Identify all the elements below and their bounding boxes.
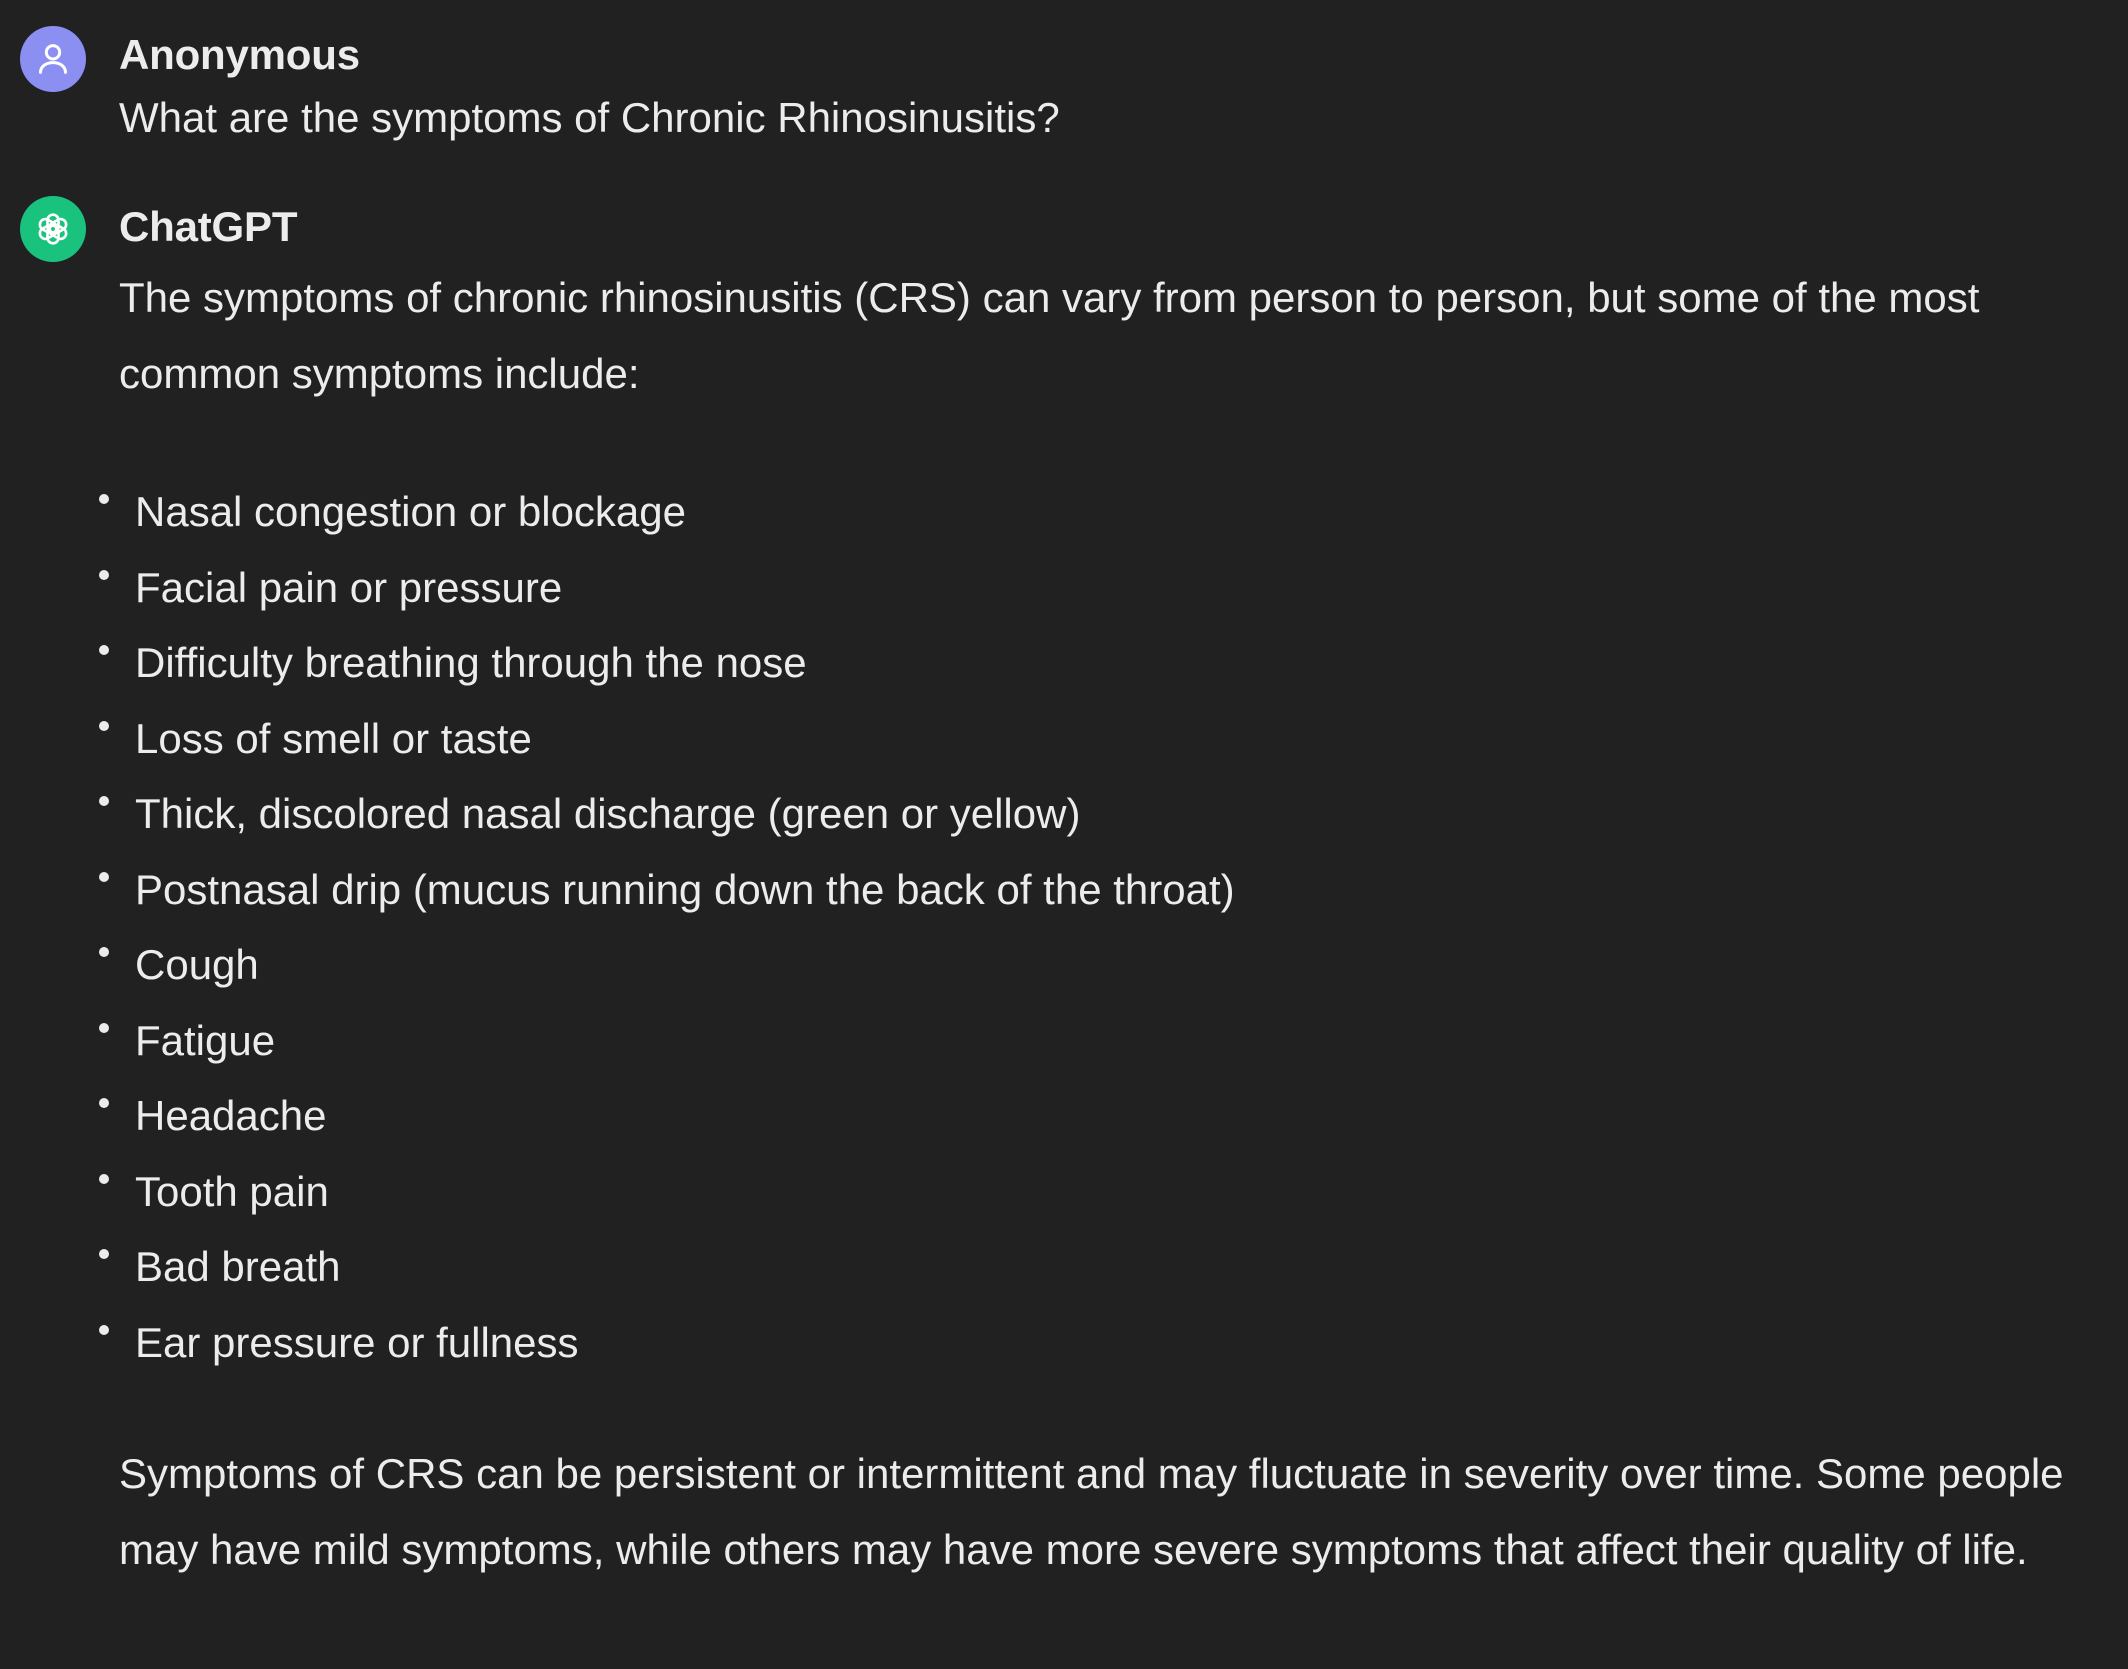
symptom-list	[95, 474, 1235, 1380]
list-item-text: Loss of smell or taste	[135, 714, 532, 762]
user-author-name: Anonymous	[119, 31, 360, 78]
bullet-icon	[99, 872, 109, 882]
bullet-icon	[99, 721, 109, 731]
list-item	[95, 625, 1235, 701]
assistant-outro-paragraph: Symptoms of CRS can be persistent or intermittent and may fluctuate in severity over time. Some people may have mild symptoms, while others may have more severe symptoms that affect their quality of life.	[119, 1450, 2064, 1573]
list-item-text: Thick, discolored nasal discharge (green or yellow)	[135, 790, 1081, 837]
list-item	[95, 550, 1235, 626]
bullet-icon	[99, 570, 109, 580]
bullet-icon	[99, 1249, 109, 1259]
assistant-author-name: ChatGPT	[119, 203, 298, 250]
user-icon	[33, 39, 73, 79]
bullet-icon	[99, 796, 109, 806]
list-item-text: Headache	[135, 1092, 327, 1139]
list-item-text: Ear pressure or fullness	[135, 1318, 579, 1366]
list-item	[95, 1003, 1235, 1079]
bullet-icon	[99, 1023, 109, 1033]
assistant-intro-paragraph: The symptoms of chronic rhinosinusitis (CRS) can vary from person to person, but some of the most common symptoms include:	[119, 274, 1980, 397]
list-item-text: Cough	[135, 941, 259, 988]
list-item	[95, 776, 1235, 852]
list-item	[95, 852, 1235, 928]
bullet-icon	[99, 645, 109, 655]
list-item-text: Difficulty breathing through the nose	[135, 639, 807, 686]
list-item	[95, 1154, 1235, 1230]
list-item	[95, 1229, 1235, 1305]
user-message-text: What are the symptoms of Chronic Rhinosinusitis?	[119, 94, 1060, 141]
list-item	[95, 1078, 1235, 1154]
bullet-icon	[99, 1174, 109, 1184]
list-item-text: Facial pain or pressure	[135, 563, 563, 611]
list-item	[95, 474, 1235, 550]
bullet-icon	[99, 1325, 109, 1335]
list-item	[95, 927, 1235, 1003]
list-item-text: Nasal congestion or blockage	[135, 488, 687, 535]
bullet-icon	[99, 1098, 109, 1108]
openai-logo-icon	[31, 207, 75, 251]
bullet-icon	[99, 494, 109, 504]
list-item-text: Fatigue	[135, 1016, 276, 1064]
user-avatar	[20, 26, 86, 92]
bullet-icon	[99, 947, 109, 957]
assistant-avatar	[20, 196, 86, 262]
list-item	[95, 1305, 1235, 1381]
list-item-text: Tooth pain	[135, 1167, 329, 1215]
list-item-text: Bad breath	[135, 1243, 341, 1290]
list-item-text: Postnasal drip (mucus running down the back of the throat)	[135, 865, 1235, 913]
list-item	[95, 701, 1235, 777]
